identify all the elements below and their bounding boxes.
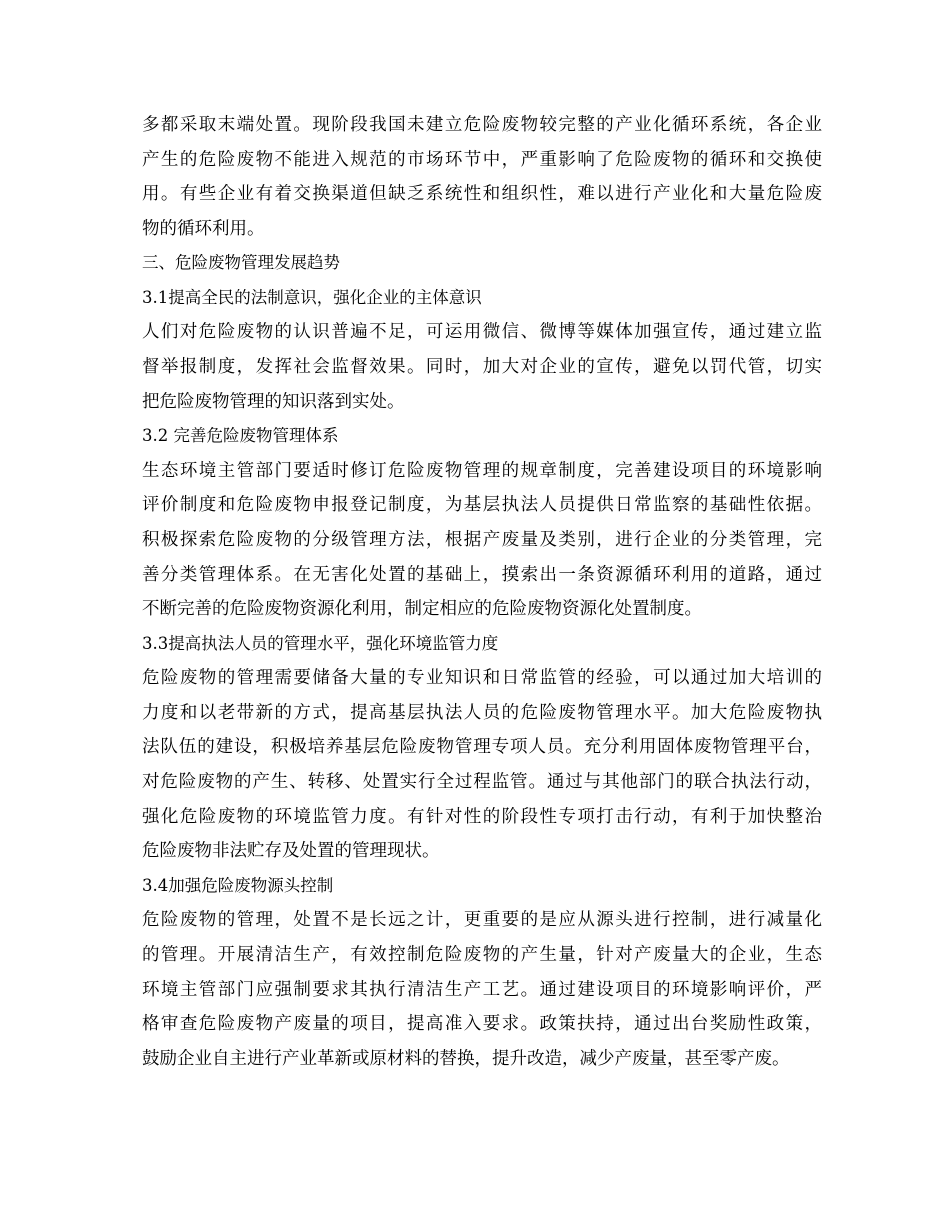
text-line: 物的循环利用。 — [142, 218, 265, 239]
text-line: 法队伍的建设，积极培养基层危险废物管理专项人员。充分利用固体废物管理平台， — [142, 737, 823, 758]
text-line: 产生的危险废物不能进入规范的市场环节中，严重影响了危险废物的循环和交换使 — [142, 149, 824, 170]
text-line: 危险废物的管理需要储备大量的专业知识和日常监管的经验，可以通过加大培训的 — [142, 668, 824, 689]
text-line: 鼓励企业自主进行产业革新或原材料的替换，提升改造，减少产废量，甚至零产废。 — [142, 1048, 790, 1069]
heading-text: 3.1提高全民的法制意识，强化企业的主体意识 — [142, 287, 482, 307]
text-line: 强化危险废物的环境监管力度。有针对性的阶段性专项打击行动，有利于加快整治 — [142, 806, 824, 827]
text-line: 积极探索危险废物的分级管理方法，根据产废量及类别，进行企业的分类管理，完 — [142, 529, 824, 550]
text-line: 的管理。开展清洁生产，有效控制危险废物的产生量，针对产废量大的企业，生态 — [142, 944, 824, 965]
heading-text: 3.2 完善危险废物管理体系 — [142, 426, 339, 446]
heading-text: 3.3提高执法人员的管理水平，强化环境监管力度 — [142, 633, 499, 653]
text-line: 不断完善的危险废物资源化利用，制定相应的危险废物资源化处置制度。 — [142, 599, 702, 620]
text-line: 善分类管理体系。在无害化处置的基础上，摸索出一条资源循环利用的道路，通过 — [142, 564, 824, 585]
text-line: 生态环境主管部门要适时修订危险废物管理的规章制度，完善建设项目的环境影响 — [142, 460, 824, 481]
text-line: 格审查危险废物产废量的项目，提高准入要求。政策扶持，通过出台奖励性政策， — [142, 1014, 824, 1035]
text-line: 用。有些企业有着交换渠道但缺乏系统性和组织性，难以进行产业化和大量危险废 — [142, 184, 824, 205]
text-line: 对危险废物的产生、转移、处置实行全过程监管。通过与其他部门的联合执法行动， — [142, 772, 823, 793]
heading-text: 3.4加强危险废物源头控制 — [142, 875, 334, 895]
text-line: 评价制度和危险废物申报登记制度，为基层执法人员提供日常监察的基础性依据。 — [142, 495, 824, 516]
text-line: 多都采取末端处置。现阶段我国未建立危险废物较完整的产业化循环系统，各企业 — [142, 115, 824, 135]
text-line: 把危险废物管理的知识落到实处。 — [142, 391, 405, 412]
text-line: 力度和以老带新的方式，提高基层执法人员的危险废物管理水平。加大危险废物执 — [142, 702, 824, 723]
text-line: 督举报制度，发挥社会监督效果。同时，加大对企业的宣传，避免以罚代管，切实 — [142, 357, 824, 378]
text-line: 环境主管部门应强制要求其执行清洁生产工艺。通过建设项目的环境影响评价，严 — [142, 979, 824, 1000]
text-line: 危险废物非法贮存及处置的管理现状。 — [142, 841, 440, 862]
text-line: 人们对危险废物的认识普遍不足，可运用微信、微博等媒体加强宣传，通过建立监 — [142, 322, 824, 343]
text-line: 危险废物的管理，处置不是长远之计，更重要的是应从源头进行控制，进行减量化 — [142, 910, 824, 931]
heading-text: 三、危险废物管理发展趋势 — [142, 253, 340, 273]
